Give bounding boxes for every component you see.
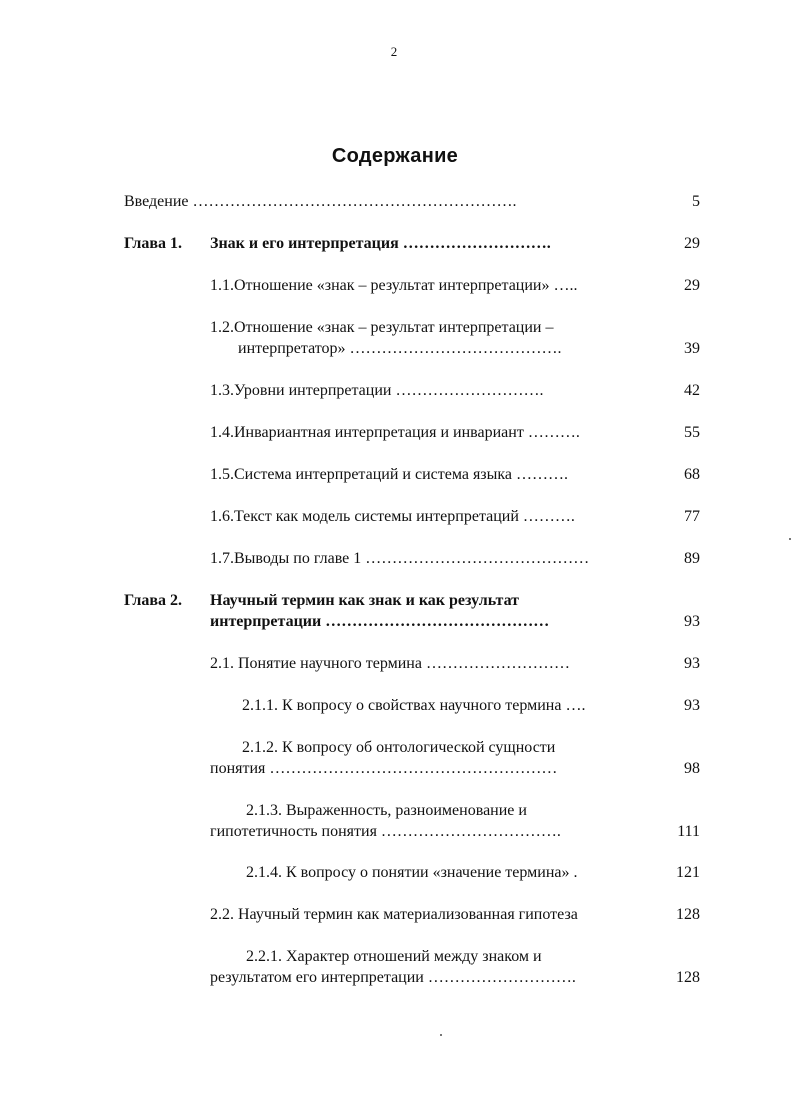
toc-page-number: 128 [676,906,700,923]
page-number: 2 [390,44,398,59]
toc-page-number: 55 [684,424,700,441]
toc-entry-text: 2.1.1. К вопросу о свойствах научного термина …. [242,697,586,714]
toc-page-number: 5 [692,193,700,210]
toc-entry-text: 1.5.Система интерпретаций и система языка ………. [210,466,569,483]
toc-page-number: 111 [677,823,700,840]
toc-entry-text: 1.1.Отношение «знак – результат интерпретации» ….. [210,277,578,294]
toc-page-number: 98 [684,760,700,777]
toc-entry-text-continued: понятия ……………………………………………… [210,760,558,777]
scan-speck [440,1034,442,1036]
toc-page-number: 42 [684,382,700,399]
toc-entry-text: Знак и его интерпретация ………………………. [210,235,551,252]
toc-page-number: 29 [684,277,700,294]
toc-entry-text: 2.2. Научный термин как материализованная гипотеза [210,906,578,923]
toc-entry-text: 1.2.Отношение «знак – результат интерпретации – [210,319,554,336]
toc-entry-text: 2.1. Понятие научного термина ……………………… [210,655,570,672]
toc-entry-text-continued: гипотетичность понятия ……………………………. [210,823,561,840]
chapter-label: Глава 1. [124,235,182,252]
toc-entry-text: 1.3.Уровни интерпретации ………………………. [210,382,544,399]
toc-entry-text: 2.1.4. К вопросу о понятии «значение термина» . [246,864,578,881]
toc-entry-text: 2.2.1. Характер отношений между знаком и [246,948,542,965]
toc-entry-text: 1.7.Выводы по главе 1 …………………………………… [210,550,590,567]
page-title: Содержание [331,145,459,167]
toc-page-number: 121 [676,864,700,881]
scan-speck [789,538,791,540]
toc-page-number: 39 [684,340,700,357]
toc-entry-text: 2.1.2. К вопросу об онтологической сущности [242,739,556,756]
toc-page-number: 77 [684,508,700,525]
toc-entry-text: 1.6.Текст как модель системы интерпретаций ………. [210,508,575,525]
toc-entry-text: Научный термин как знак и как результат [210,592,520,609]
toc-entry-text: Введение ……………………………………………………. [124,193,517,210]
chapter-label: Глава 2. [124,592,182,609]
toc-entry-text: 2.1.3. Выраженность, разноименование и [246,802,527,819]
toc-entry-text: 1.4.Инвариантная интерпретация и инвариант ………. [210,424,580,441]
toc-entry-text-continued: интерпретации …………………………………… [210,613,550,630]
toc-page-number: 128 [676,969,700,986]
toc-page-number: 68 [684,466,700,483]
toc-page-number: 29 [684,235,700,252]
toc-page-number: 89 [684,550,700,567]
toc-page-number: 93 [684,655,700,672]
toc-page-number: 93 [684,697,700,714]
toc-page-number: 93 [684,613,700,630]
toc-entry-text-continued: интерпретатор» …………………………………. [238,340,562,357]
toc-entry-text-continued: результатом его интерпретации ………………………. [210,969,576,986]
